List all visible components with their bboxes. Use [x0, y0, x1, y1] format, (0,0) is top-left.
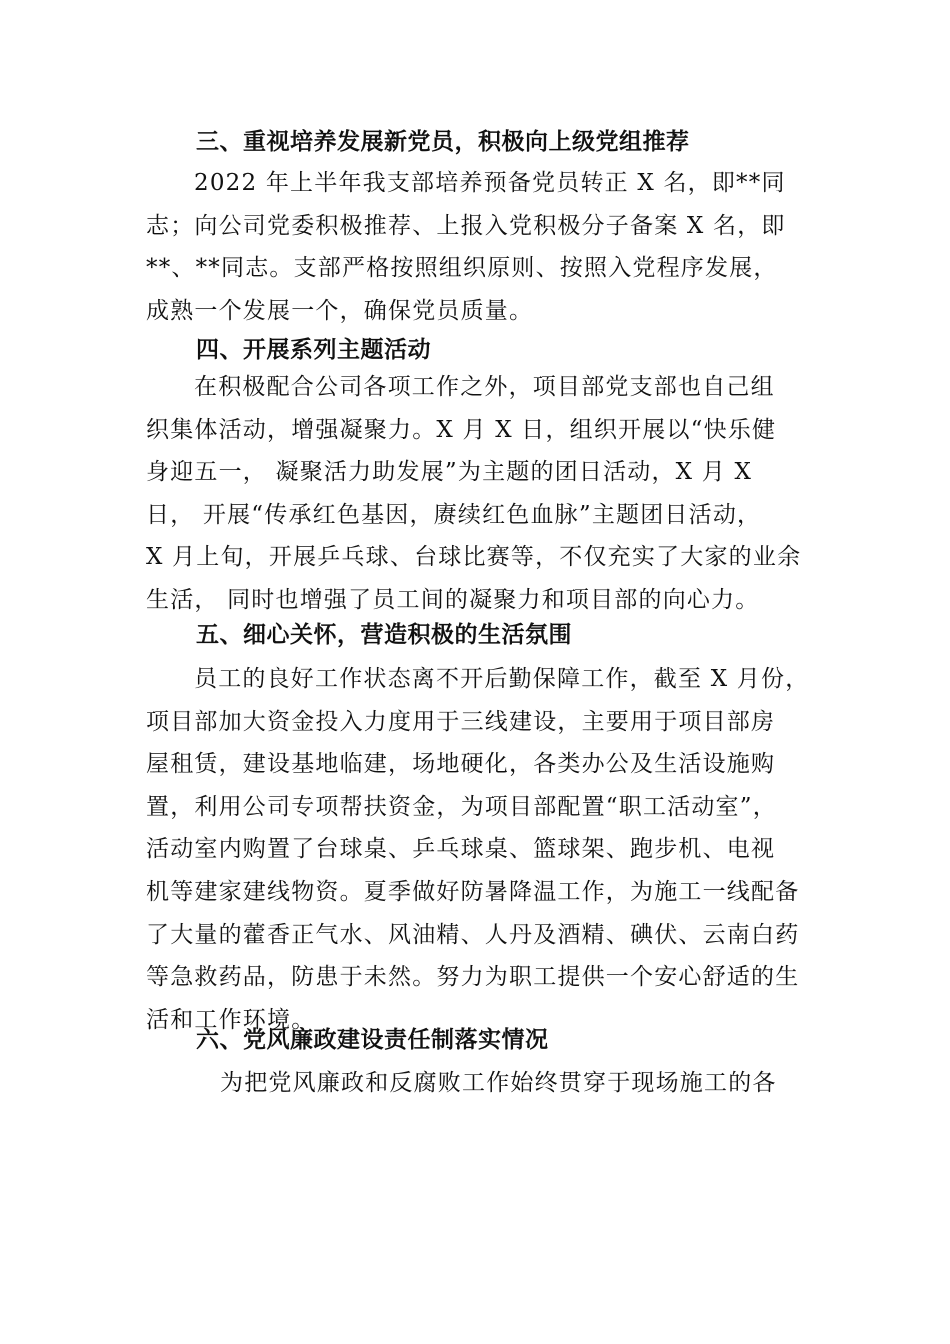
paragraph-line: 织集体活动，增强凝聚力。X 月 X 日，组织开展以“快乐健 [146, 416, 777, 443]
paragraph-line: 活和工作环境。 [146, 1006, 316, 1033]
paragraph-line: 成熟一个发展一个，确保党员质量。 [146, 297, 534, 324]
section-heading-4: 四、开展系列主题活动 [196, 337, 431, 363]
section-body-5 [146, 658, 826, 1041]
paragraph-line: 身迎五一， 凝聚活力助发展”为主题的团日活动，X 月 X [146, 459, 753, 486]
paragraph-line: 为把党风廉政和反腐败工作始终贯穿于现场施工的各 [220, 1070, 777, 1096]
paragraph-line: 生活， 同时也增强了员工间的凝聚力和项目部的向心力。 [146, 586, 760, 613]
paragraph-line: 屋租赁，建设基地临建，场地硬化，各类办公及生活设施购 [146, 751, 776, 778]
paragraph-line: 在积极配合公司各项工作之外，项目部党支部也自己组 [194, 374, 775, 400]
paragraph-line: 员工的良好工作状态离不开后勤保障工作，截至 X 月份， [194, 666, 810, 692]
paragraph-line: 了大量的藿香正气水、风油精、人丹及酒精、碘伏、云南白药 [146, 921, 800, 948]
section-body-4 [146, 366, 826, 622]
paragraph-line: 志；向公司党委积极推荐、上报入党积极分子备案 X 名，即 [146, 212, 786, 239]
section-heading-5: 五、细心关怀，营造积极的生活氛围 [196, 622, 572, 648]
section-heading-6: 六、党风廉政建设责任制落实情况 [196, 1027, 549, 1053]
section-body-3 [146, 162, 826, 332]
paragraph-line: **、**同志。支部严格按照组织原则、按照入党程序发展， [146, 255, 778, 282]
paragraph-line: 日， 开展“传承红色基因，赓续红色血脉”主题团日活动， [146, 501, 762, 528]
paragraph-line: 等急救药品，防患于未然。努力为职工提供一个安心舒适的生 [146, 964, 800, 991]
paragraph-line: 置，利用公司专项帮扶资金，为项目部配置“职工活动室”， [146, 793, 777, 820]
paragraph-line: X 月上旬，开展乒乓球、台球比赛等，不仅充实了大家的业余 [146, 544, 802, 571]
paragraph-line: 机等建家建线物资。夏季做好防暑降温工作，为施工一线配备 [146, 878, 800, 905]
paragraph-line: 项目部加大资金投入力度用于三线建设，主要用于项目部房 [146, 708, 776, 735]
paragraph-line: 活动室内购置了台球桌、乒乓球桌、篮球架、跑步机、电视 [146, 836, 776, 863]
section-heading-3: 三、重视培养发展新党员，积极向上级党组推荐 [196, 129, 690, 155]
section-body-6 [146, 1062, 826, 1105]
paragraph-line: 2022 年上半年我支部培养预备党员转正 X 名，即**同 [194, 170, 786, 196]
